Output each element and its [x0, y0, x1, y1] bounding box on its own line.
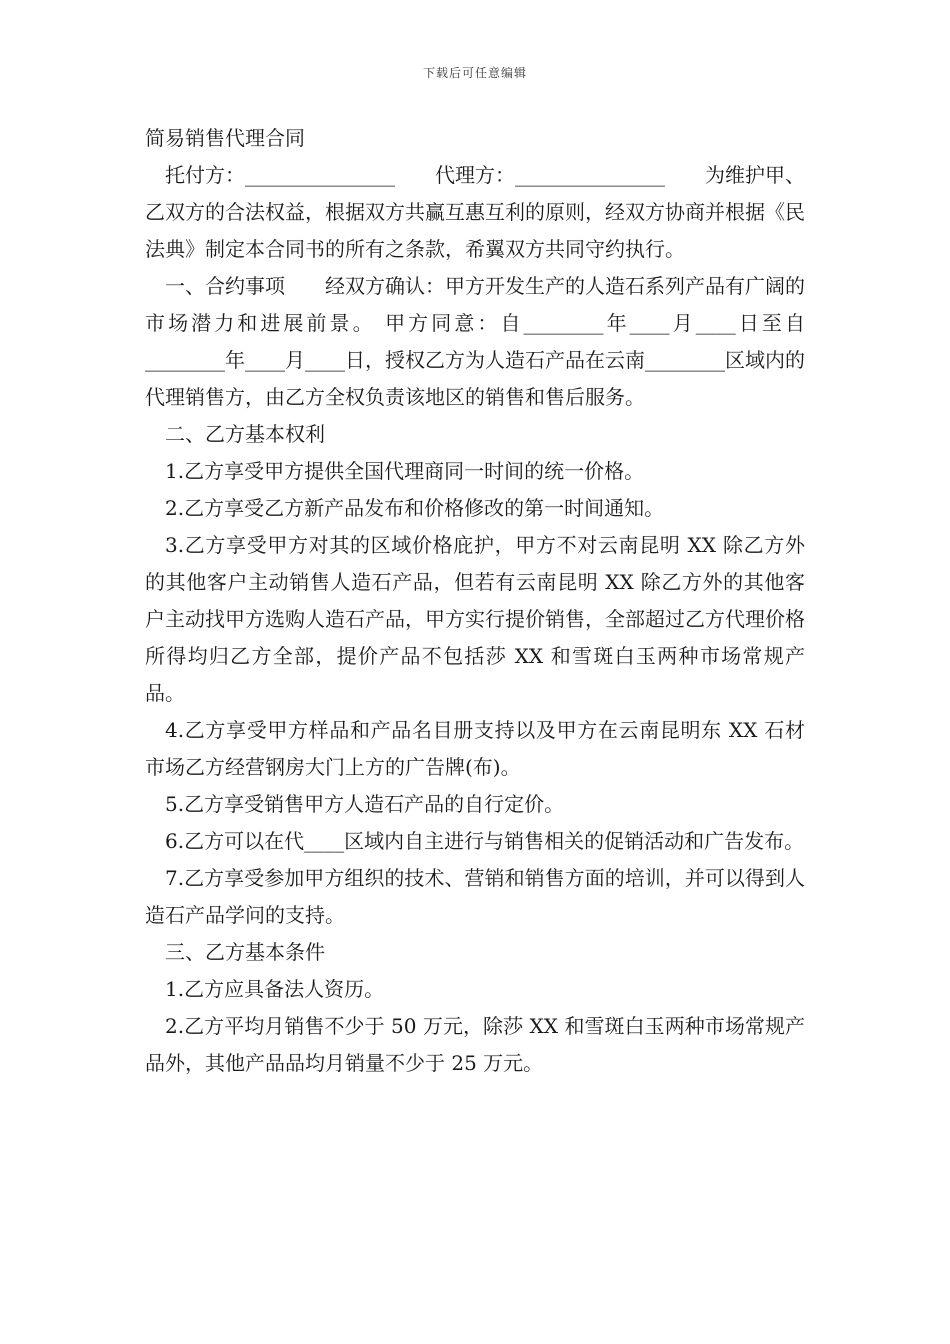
- clause-2-2: 2.乙方享受乙方新产品发布和价格修改的第一时间通知。: [165, 496, 665, 520]
- document-title: 简易销售代理合同: [145, 126, 305, 150]
- document-body: [145, 120, 805, 1082]
- paragraph-parties: 托付方：_______________ 代理方：_______________ 为维护甲、乙双方的合法权益，根据双方共赢互惠互利的原则，经双方协商并根据《民法典》制定本合同书的所有之条款，希翼双方共同守约执行。: [145, 163, 805, 261]
- clause-3-2: 2.乙方平均月销售不少于 50 万元，除莎 XX 和雪斑白玉两种市场常规产品外，其他产品品均月销量不少于 25 万元。: [145, 1014, 805, 1075]
- clause-2-6: 6.乙方可以在代____区域内自主进行与销售相关的促销活动和广告发布。: [165, 829, 805, 853]
- clause-2-3: 3.乙方享受甲方对其的区域价格庇护，甲方不对云南昆明 XX 除乙方外的其他客户主动销售人造石产品，但若有云南昆明 XX 除乙方外的其他客户主动找甲方选购人造石产品，甲方实行提价销售，全部超过乙方代理价格所得均归乙方全部，提价产品不包括莎 XX 和雪斑白玉两种市场常规产品。: [145, 533, 805, 705]
- clause-2-7: 7.乙方享受参加甲方组织的技术、营销和销售方面的培训，并可以得到人造石产品学问的支持。: [145, 866, 805, 927]
- clause-2-4: 4.乙方享受甲方样品和产品名目册支持以及甲方在云南昆明东 XX 石材市场乙方经营钢房大门上方的广告牌(布)。: [145, 718, 805, 779]
- header-note: 下载后可任意编辑: [422, 66, 527, 80]
- section-heading-3: 三、乙方基本条件: [165, 940, 325, 964]
- section-heading-2: 二、乙方基本权利: [165, 422, 325, 446]
- clause-3-1: 1.乙方应具备法人资历。: [165, 977, 385, 1001]
- paragraph-section-1: 一、合约事项 经双方确认：甲方开发生产的人造石系列产品有广阔的市场潜力和进展前景。 甲方同意：自________年____月____日至自________年____月____日，授权乙方为人造石产品在云南________区域内的代理销售方，由乙方全权负责该地区的销售和售后服务。: [145, 274, 805, 409]
- clause-2-1: 1.乙方享受甲方提供全国代理商同一时间的统一价格。: [165, 459, 645, 483]
- clause-2-5: 5.乙方享受销售甲方人造石产品的自行定价。: [165, 792, 565, 816]
